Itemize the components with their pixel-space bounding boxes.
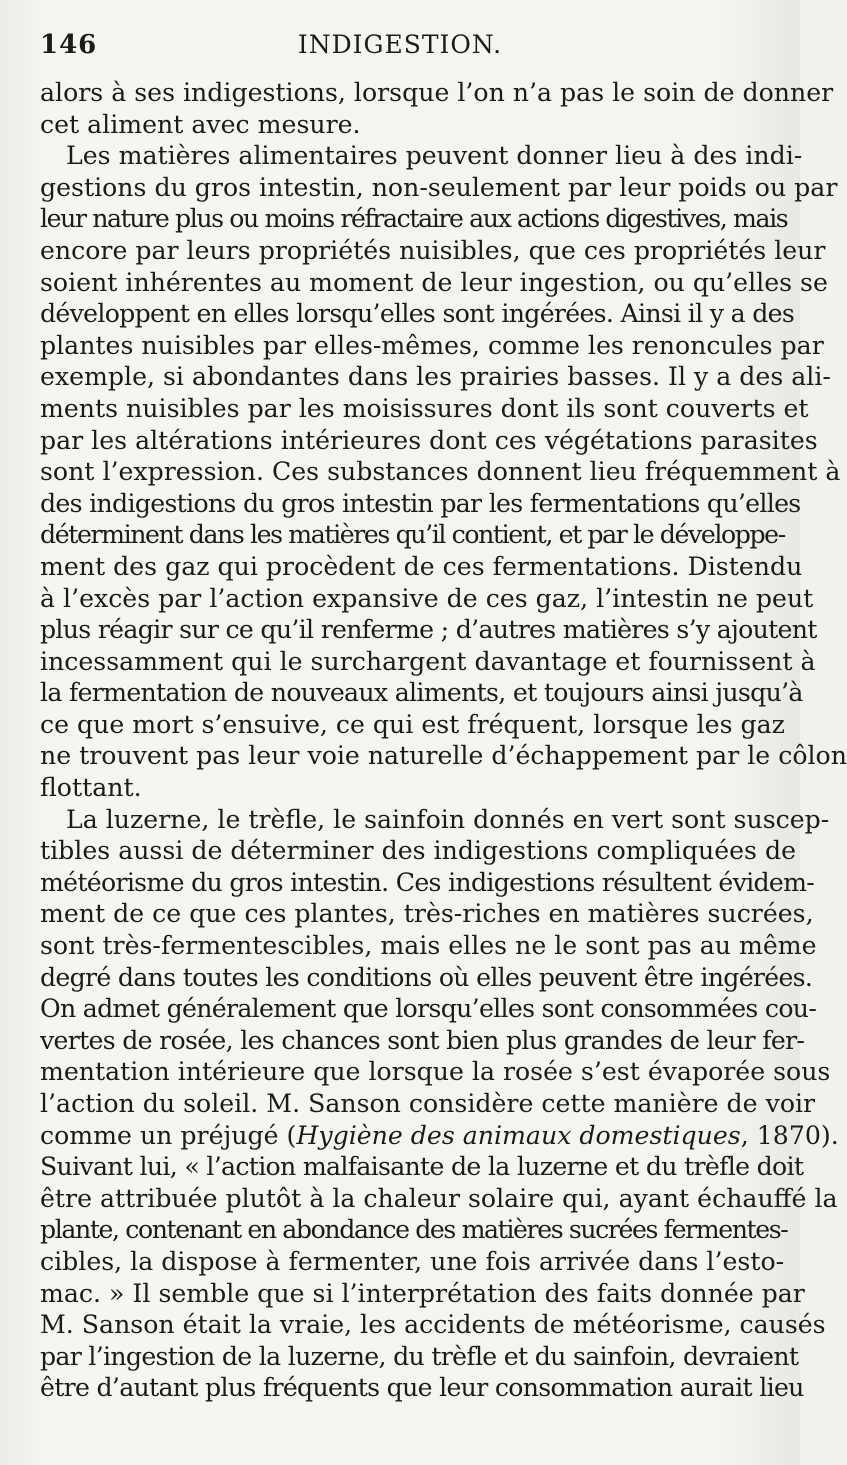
text-line: cibles, la dispose à fermenter, une fois arrivée dans l’esto- xyxy=(40,1246,785,1276)
paragraph xyxy=(40,77,834,140)
text-line: sont très-fermentescibles, mais elles ne le sont pas au même xyxy=(40,931,817,961)
text-line: météorisme du gros intestin. Ces indigestions résultent évidem- xyxy=(40,867,815,897)
text-line: exemple, si abondantes dans les prairies basses. Il y a des ali- xyxy=(40,362,831,392)
text-line: développent en elles lorsqu’elles sont ingérées. Ainsi il y a des xyxy=(40,299,795,329)
text-line: La luzerne, le trèfle, le sainfoin donnés en vert sont suscep- xyxy=(66,804,830,834)
paragraph xyxy=(40,140,847,803)
text-line: à l’excès par l’action expansive de ces gaz, l’intestin ne peut xyxy=(40,583,814,613)
text-line: sont l’expression. Ces substances donnent lieu fréquemment à xyxy=(40,457,841,487)
text-line: être d’autant plus fréquents que leur consommation aurait lieu xyxy=(40,1373,804,1403)
text-line: incessamment qui le surchargent davantage et fournissent à xyxy=(40,646,816,676)
text-line: Suivant lui, « l’action malfaisante de la luzerne et du trèfle doit xyxy=(40,1152,804,1182)
text-line: soient inhérentes au moment de leur ingestion, ou qu’elles se xyxy=(40,267,828,297)
text-line: encore par leurs propriétés nuisibles, que ces propriétés leur xyxy=(40,235,826,265)
page-header xyxy=(40,30,760,70)
text-line: déterminent dans les matières qu’il contient, et par le développe- xyxy=(40,520,785,550)
page-number: 146 xyxy=(40,30,98,60)
running-head: INDIGESTION. xyxy=(297,30,503,59)
body-text xyxy=(40,77,847,1404)
text-line: leur nature plus ou moins réfractaire aux actions digestives, mais xyxy=(40,204,788,234)
text-line: ce que mort s’ensuive, ce qui est fréquent, lorsque les gaz xyxy=(40,709,785,739)
text-line: par l’ingestion de la luzerne, du trèfle et du sainfoin, devraient xyxy=(40,1341,799,1371)
text-line: degré dans toutes les conditions où elles peuvent être ingérées. xyxy=(40,962,813,992)
text-line: alors à ses indigestions, lorsque l’on n’a pas le soin de donner xyxy=(40,78,834,107)
text-line: mentation intérieure que lorsque la rosée s’est évaporée sous xyxy=(40,1057,831,1087)
text-line: flottant. xyxy=(40,773,142,803)
citation-line xyxy=(40,1120,839,1152)
text-line: gestions du gros intestin, non-seulement par leur poids ou par xyxy=(40,172,838,202)
paragraph xyxy=(40,804,839,1404)
citation-before: comme un préjugé ( xyxy=(40,1120,297,1150)
text-line: par les altérations intérieures dont ces végétations parasites xyxy=(40,425,818,455)
text-line: vertes de rosée, les chances sont bien plus grandes de leur fer- xyxy=(40,1025,805,1055)
citation-after: , 1870). xyxy=(740,1120,839,1150)
text-line: M. Sanson était la vraie, les accidents de météorisme, causés xyxy=(40,1310,826,1340)
text-line: plantes nuisibles par elles-mêmes, comme les renoncules par xyxy=(40,330,824,360)
text-line: plus réagir sur ce qu’il renferme ; d’autres matières s’y ajoutent xyxy=(40,615,817,645)
text-line: la fermentation de nouveaux aliments, et toujours ainsi jusqu’à xyxy=(40,678,803,708)
text-line: l’action du soleil. M. Sanson considère cette manière de voir xyxy=(40,1089,816,1118)
text-line: plante, contenant en abondance des matières sucrées fermentes- xyxy=(40,1215,788,1245)
text-line: ment des gaz qui procèdent de ces fermentations. Distendu xyxy=(40,551,803,581)
text-line: cet aliment avec mesure. xyxy=(40,109,361,139)
text-line: être attribuée plutôt à la chaleur solaire qui, ayant échauffé la xyxy=(40,1183,838,1213)
text-line: Les matières alimentaires peuvent donner lieu à des indi- xyxy=(66,141,803,171)
text-line: des indigestions du gros intestin par les fermentations qu’elles xyxy=(40,488,801,518)
cited-work-title: Hygiène des animaux domestiques xyxy=(296,1120,741,1150)
text-line: ment de ce que ces plantes, très-riches en matières sucrées, xyxy=(40,899,814,929)
text-line: ne trouvent pas leur voie naturelle d’échappement par le côlon xyxy=(40,741,847,771)
text-line: ments nuisibles par les moisissures dont ils sont couverts et xyxy=(40,393,809,423)
text-line: tibles aussi de déterminer des indigestions compliquées de xyxy=(40,836,796,866)
text-line: On admet généralement que lorsqu’elles sont consommées cou- xyxy=(40,994,817,1024)
text-line: mac. » Il semble que si l’interprétation des faits donnée par xyxy=(40,1278,805,1308)
